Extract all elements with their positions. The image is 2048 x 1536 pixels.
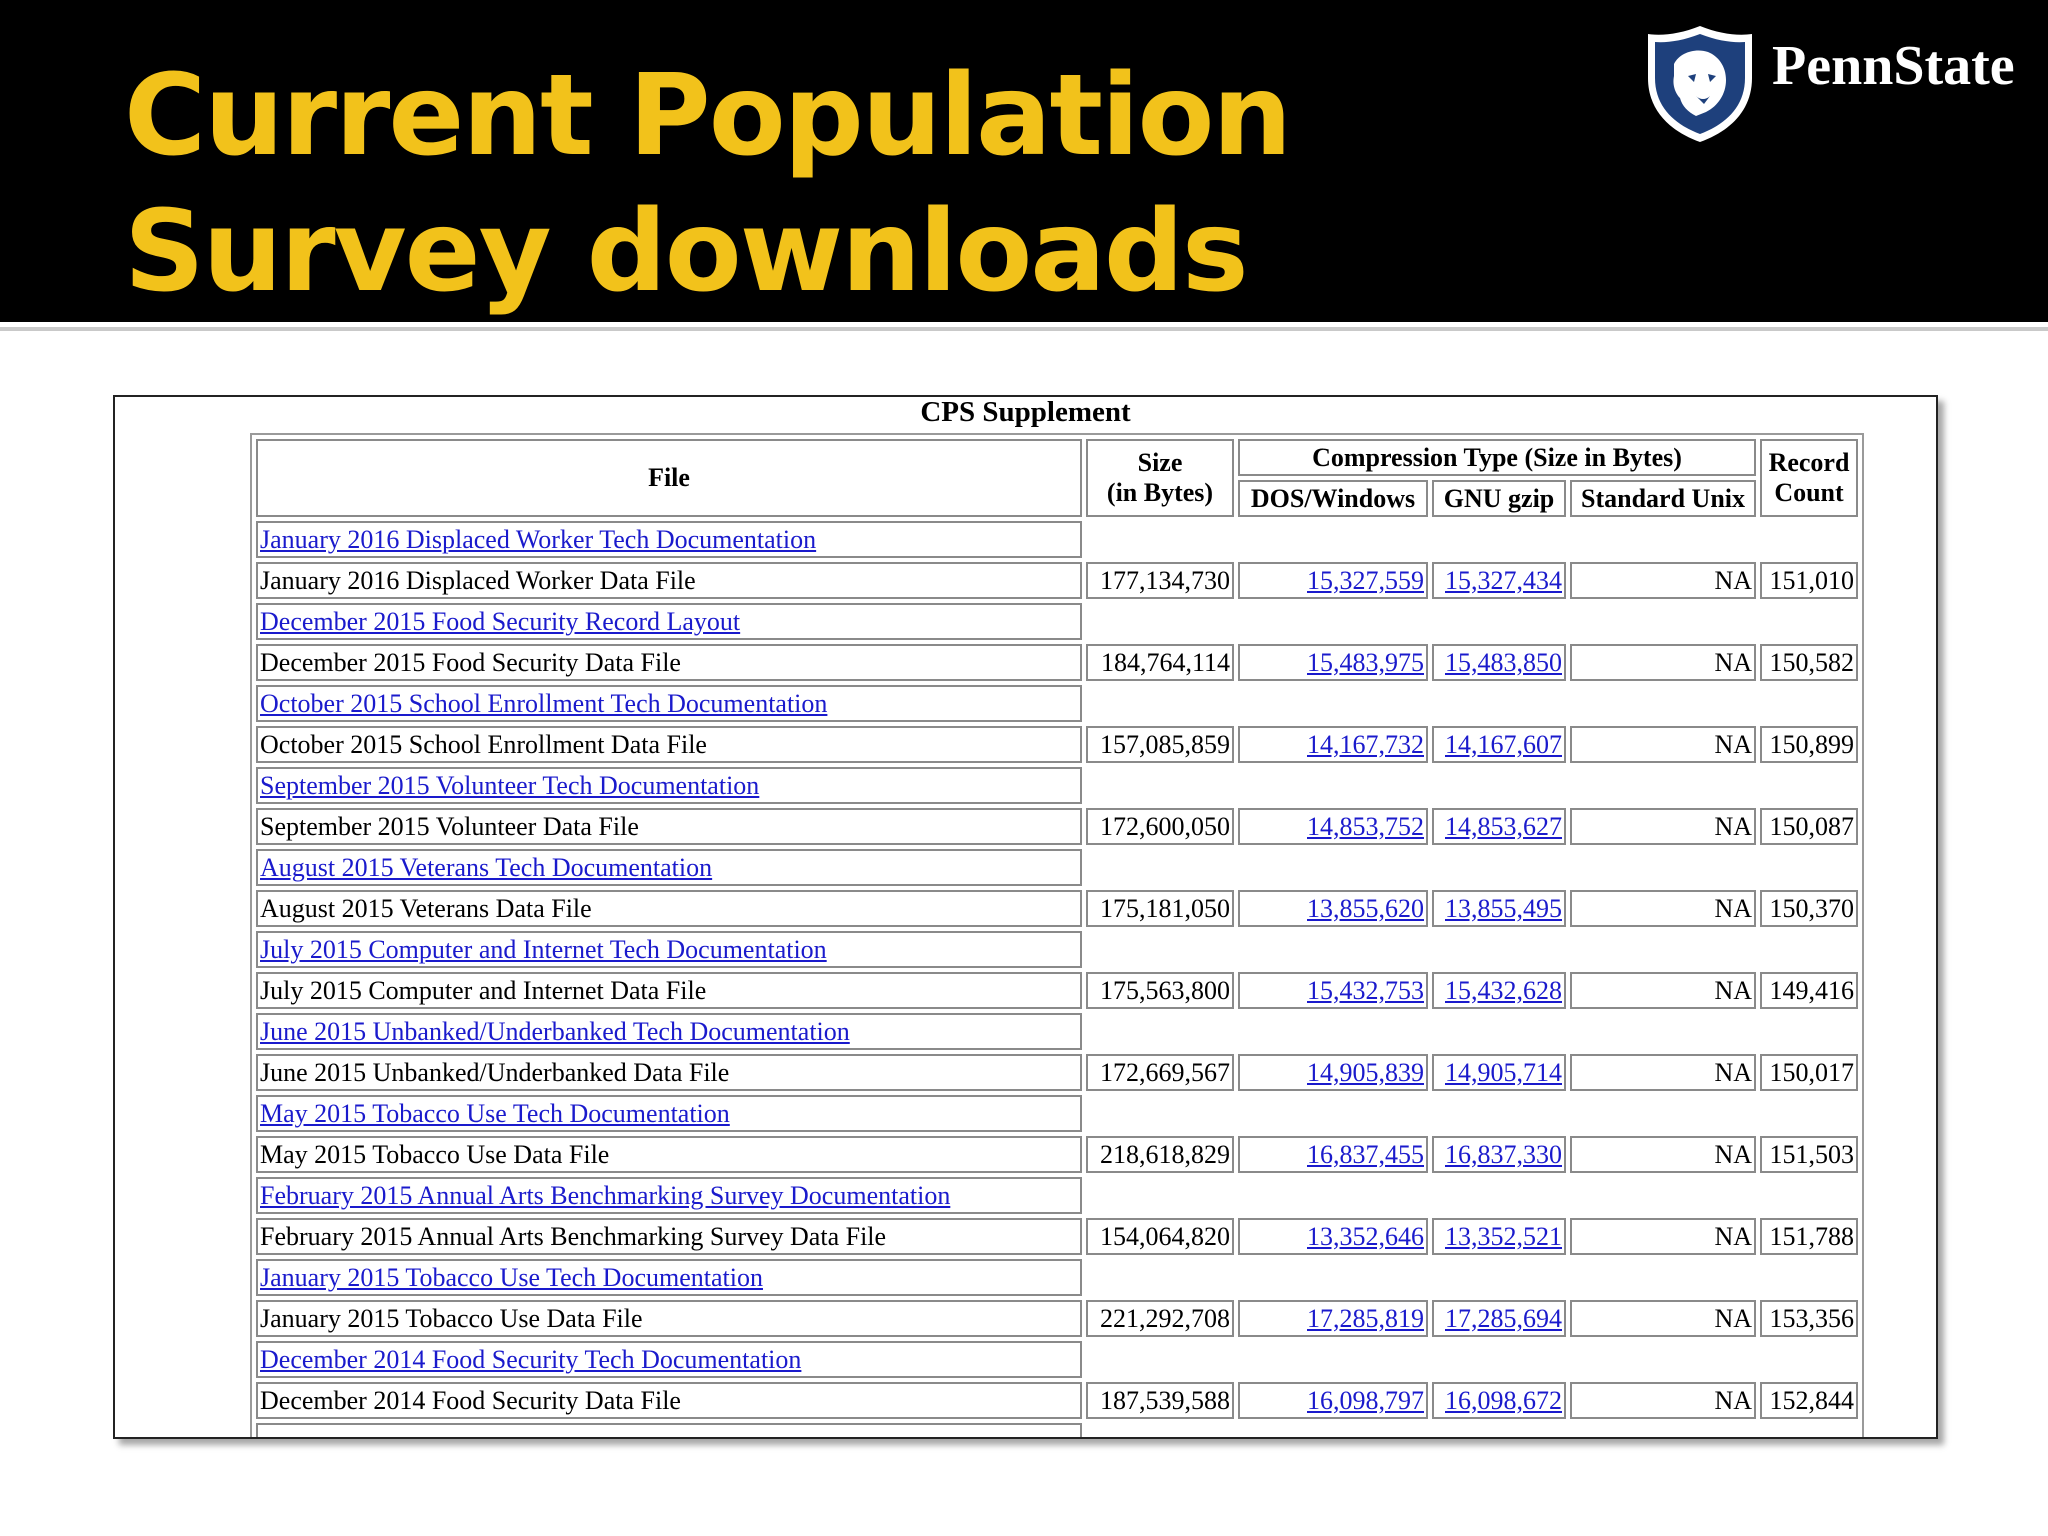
table-row: [256, 808, 1858, 845]
table-row: [256, 767, 1858, 804]
data-file-name: January 2016 Displaced Worker Data File: [256, 562, 1082, 599]
table-row: [256, 1259, 1858, 1296]
dos-windows-cell: [1238, 1300, 1428, 1337]
gnu-gzip-download-link[interactable]: 15,327,434: [1445, 565, 1562, 595]
size-bytes: 184,764,114: [1086, 644, 1234, 681]
data-file-name: January 2015 Tobacco Use Data File: [256, 1300, 1082, 1337]
dos-windows-download-link[interactable]: 16,837,455: [1307, 1139, 1424, 1169]
dos-windows-cell: [1238, 1054, 1428, 1091]
cps-supplement-table: [250, 433, 1864, 1439]
size-bytes: 157,085,859: [1086, 726, 1234, 763]
gnu-gzip-cell: [1432, 890, 1566, 927]
gnu-gzip-download-link[interactable]: 16,837,330: [1445, 1139, 1562, 1169]
dos-windows-cell: [1238, 972, 1428, 1009]
data-file-name: December 2015 Food Security Data File: [256, 644, 1082, 681]
header-file: File: [256, 439, 1082, 517]
data-file-name: July 2015 Computer and Internet Data File: [256, 972, 1082, 1009]
standard-unix-cell: NA: [1570, 972, 1756, 1009]
size-bytes: 175,563,800: [1086, 972, 1234, 1009]
record-count: 151,503: [1760, 1136, 1858, 1173]
size-bytes: 172,669,567: [1086, 1054, 1234, 1091]
standard-unix-cell: NA: [1570, 562, 1756, 599]
standard-unix-cell: NA: [1570, 1218, 1756, 1255]
header-size: [1086, 439, 1234, 517]
gnu-gzip-cell: [1432, 972, 1566, 1009]
record-count: 150,899: [1760, 726, 1858, 763]
dos-windows-cell: [1238, 726, 1428, 763]
gnu-gzip-cell: [1432, 808, 1566, 845]
header-size-label: Size: [1137, 448, 1183, 477]
gnu-gzip-download-link[interactable]: 15,483,850: [1445, 647, 1562, 677]
header-compression: Compression Type (Size in Bytes): [1238, 439, 1756, 476]
table-body: [256, 521, 1858, 1439]
gnu-gzip-download-link[interactable]: 14,905,714: [1445, 1057, 1562, 1087]
gnu-gzip-cell: [1432, 644, 1566, 681]
empty-cell: [1086, 931, 1858, 968]
doc-cell: [256, 603, 1082, 640]
table-row: [256, 1382, 1858, 1419]
empty-cell: [1086, 1177, 1858, 1214]
gnu-gzip-download-link[interactable]: 14,167,607: [1445, 729, 1562, 759]
cutoff-cell: [256, 1423, 1082, 1439]
dos-windows-cell: [1238, 808, 1428, 845]
data-file-name: December 2014 Food Security Data File: [256, 1382, 1082, 1419]
size-bytes: 154,064,820: [1086, 1218, 1234, 1255]
dos-windows-download-link[interactable]: 13,352,646: [1307, 1221, 1424, 1251]
gnu-gzip-cell: [1432, 726, 1566, 763]
table-row: [256, 1341, 1858, 1378]
record-count: 153,356: [1760, 1300, 1858, 1337]
dos-windows-download-link[interactable]: 15,483,975: [1307, 647, 1424, 677]
gnu-gzip-cell: [1432, 1218, 1566, 1255]
penn-state-wordmark: PennState: [1772, 35, 2015, 97]
dos-windows-cell: [1238, 644, 1428, 681]
header-standard-unix: Standard Unix: [1570, 480, 1756, 517]
gnu-gzip-cell: [1432, 562, 1566, 599]
documentation-link[interactable]: February 2015 Annual Arts Benchmarking Survey Documentation: [260, 1180, 951, 1210]
header-gnu-gzip: GNU gzip: [1432, 480, 1566, 517]
documentation-link[interactable]: August 2015 Veterans Tech Documentation: [260, 852, 713, 882]
header-divider: [0, 327, 2048, 331]
doc-cell: [256, 1341, 1082, 1378]
size-bytes: 221,292,708: [1086, 1300, 1234, 1337]
header-count-label: Count: [1774, 478, 1844, 507]
documentation-link[interactable]: December 2015 Food Security Record Layout: [260, 606, 741, 636]
standard-unix-cell: NA: [1570, 808, 1756, 845]
table-row-cutoff: [256, 1423, 1858, 1439]
data-file-name: August 2015 Veterans Data File: [256, 890, 1082, 927]
documentation-link[interactable]: October 2015 School Enrollment Tech Documentation: [260, 688, 828, 718]
table-row: [256, 1054, 1858, 1091]
data-file-name: September 2015 Volunteer Data File: [256, 808, 1082, 845]
standard-unix-cell: NA: [1570, 1382, 1756, 1419]
doc-cell: [256, 849, 1082, 886]
header-record-count: [1760, 439, 1858, 517]
dos-windows-cell: [1238, 562, 1428, 599]
gnu-gzip-cell: [1432, 1136, 1566, 1173]
size-bytes: 218,618,829: [1086, 1136, 1234, 1173]
empty-cell: [1086, 1423, 1858, 1439]
standard-unix-cell: NA: [1570, 644, 1756, 681]
documentation-link[interactable]: September 2015 Volunteer Tech Documentation: [260, 770, 760, 800]
cps-screenshot: [113, 395, 1938, 1439]
empty-cell: [1086, 1013, 1858, 1050]
record-count: 150,582: [1760, 644, 1858, 681]
documentation-link[interactable]: December 2014 Food Security Tech Documentation: [260, 1344, 802, 1374]
empty-cell: [1086, 1341, 1858, 1378]
documentation-link[interactable]: July 2015 Computer and Internet Tech Documentation: [260, 934, 827, 964]
standard-unix-cell: NA: [1570, 726, 1756, 763]
table-row: [256, 890, 1858, 927]
dos-windows-download-link[interactable]: 14,853,752: [1307, 811, 1424, 841]
table-row: [256, 1136, 1858, 1173]
empty-cell: [1086, 849, 1858, 886]
table-row: [256, 931, 1858, 968]
size-bytes: 187,539,588: [1086, 1382, 1234, 1419]
table-row: [256, 1218, 1858, 1255]
empty-cell: [1086, 685, 1858, 722]
doc-cell: [256, 1095, 1082, 1132]
table-caption: CPS Supplement: [920, 396, 1131, 428]
doc-cell: [256, 931, 1082, 968]
header-record-label: Record: [1768, 448, 1850, 477]
table-row: [256, 726, 1858, 763]
gnu-gzip-download-link[interactable]: 15,432,628: [1445, 975, 1562, 1005]
header-dos-windows: DOS/Windows: [1238, 480, 1428, 517]
dos-windows-cell: [1238, 1218, 1428, 1255]
documentation-link[interactable]: June 2015 Unbanked/Underbanked Tech Documentation: [260, 1016, 850, 1046]
gnu-gzip-cell: [1432, 1382, 1566, 1419]
table-row: [256, 1013, 1858, 1050]
record-count: 151,788: [1760, 1218, 1858, 1255]
doc-cell: [256, 685, 1082, 722]
doc-cell: [256, 1259, 1082, 1296]
gnu-gzip-download-link[interactable]: 13,855,495: [1445, 893, 1562, 923]
size-bytes: 175,181,050: [1086, 890, 1234, 927]
table-row: [256, 1095, 1858, 1132]
dos-windows-download-link[interactable]: 15,432,753: [1307, 975, 1424, 1005]
empty-cell: [1086, 521, 1858, 558]
doc-cell: [256, 521, 1082, 558]
doc-cell: [256, 767, 1082, 804]
documentation-link[interactable]: January 2015 Tobacco Use Tech Documentation: [260, 1262, 763, 1292]
record-count: 152,844: [1760, 1382, 1858, 1419]
penn-state-shield-icon: [1644, 24, 1756, 144]
table-row: [256, 603, 1858, 640]
gnu-gzip-cell: [1432, 1054, 1566, 1091]
dos-windows-download-link[interactable]: 14,167,732: [1307, 729, 1424, 759]
table-row: [256, 1300, 1858, 1337]
table-row: [256, 521, 1858, 558]
standard-unix-cell: NA: [1570, 1136, 1756, 1173]
doc-cell: [256, 1177, 1082, 1214]
data-file-name: February 2015 Annual Arts Benchmarking Survey Data File: [256, 1218, 1082, 1255]
data-file-name: May 2015 Tobacco Use Data File: [256, 1136, 1082, 1173]
dos-windows-cell: [1238, 890, 1428, 927]
size-bytes: 172,600,050: [1086, 808, 1234, 845]
table-row: [256, 1177, 1858, 1214]
table-row: [256, 685, 1858, 722]
documentation-link[interactable]: May 2015 Tobacco Use Tech Documentation: [260, 1098, 730, 1128]
record-count: 149,416: [1760, 972, 1858, 1009]
dos-windows-download-link[interactable]: 14,905,839: [1307, 1057, 1424, 1087]
dos-windows-download-link[interactable]: 17,285,819: [1307, 1303, 1424, 1333]
table-row: [256, 972, 1858, 1009]
slide-title: Current Population Survey downloads: [124, 51, 1291, 317]
table-row: [256, 849, 1858, 886]
table-row: [256, 562, 1858, 599]
gnu-gzip-download-link[interactable]: 14,853,627: [1445, 811, 1562, 841]
doc-cell: [256, 1013, 1082, 1050]
empty-cell: [1086, 1095, 1858, 1132]
dos-windows-cell: [1238, 1382, 1428, 1419]
record-count: 150,370: [1760, 890, 1858, 927]
record-count: 150,017: [1760, 1054, 1858, 1091]
gnu-gzip-download-link[interactable]: 13,352,521: [1445, 1221, 1562, 1251]
empty-cell: [1086, 1259, 1858, 1296]
table-row: [256, 644, 1858, 681]
gnu-gzip-download-link[interactable]: 16,098,672: [1445, 1385, 1562, 1415]
dos-windows-cell: [1238, 1136, 1428, 1173]
data-file-name: October 2015 School Enrollment Data File: [256, 726, 1082, 763]
dos-windows-download-link[interactable]: 16,098,797: [1307, 1385, 1424, 1415]
dos-windows-download-link[interactable]: 15,327,559: [1307, 565, 1424, 595]
dos-windows-download-link[interactable]: 13,855,620: [1307, 893, 1424, 923]
gnu-gzip-cell: [1432, 1300, 1566, 1337]
standard-unix-cell: NA: [1570, 1054, 1756, 1091]
documentation-link[interactable]: January 2016 Displaced Worker Tech Documentation: [260, 524, 817, 554]
gnu-gzip-download-link[interactable]: 17,285,694: [1445, 1303, 1562, 1333]
record-count: 150,087: [1760, 808, 1858, 845]
record-count: 151,010: [1760, 562, 1858, 599]
empty-cell: [1086, 767, 1858, 804]
slide-header: [0, 0, 2048, 322]
empty-cell: [1086, 603, 1858, 640]
standard-unix-cell: NA: [1570, 1300, 1756, 1337]
data-file-name: June 2015 Unbanked/Underbanked Data File: [256, 1054, 1082, 1091]
standard-unix-cell: NA: [1570, 890, 1756, 927]
header-size-unit: (in Bytes): [1106, 478, 1214, 507]
size-bytes: 177,134,730: [1086, 562, 1234, 599]
